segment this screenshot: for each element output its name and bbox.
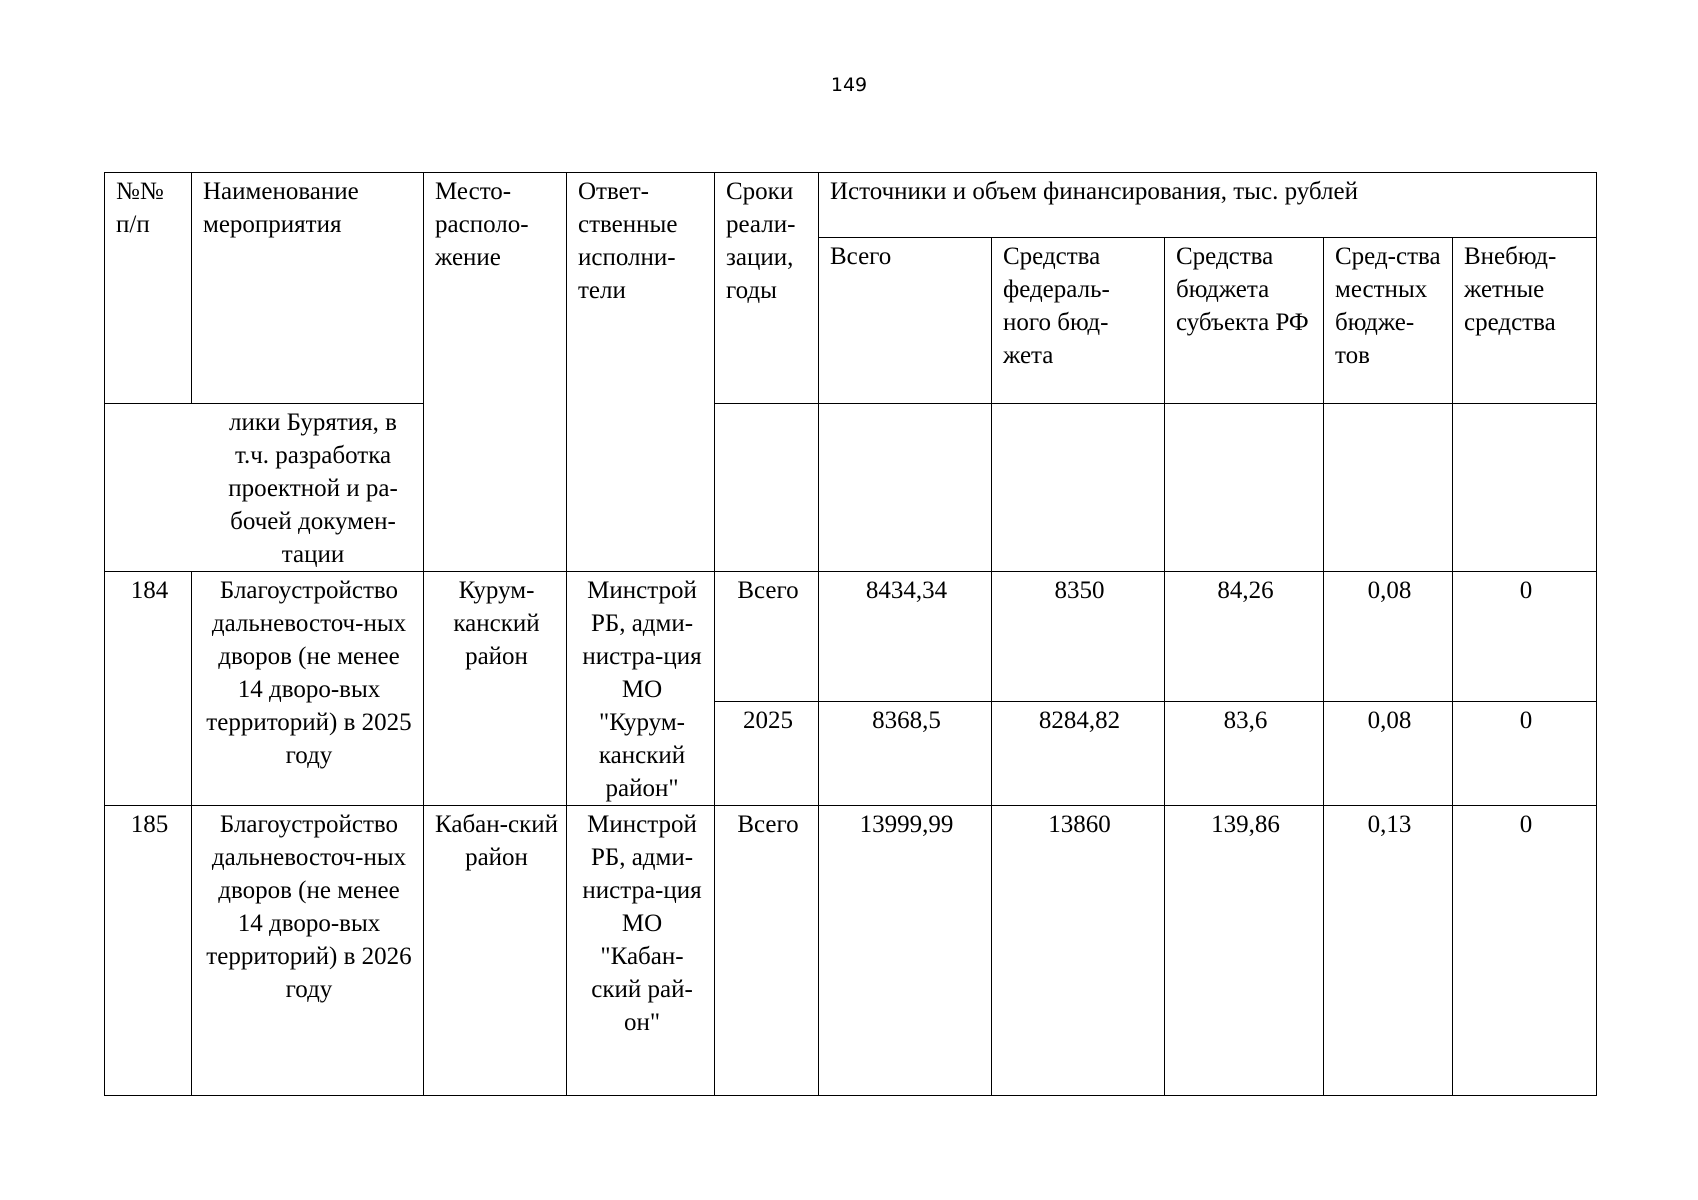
empty-cell <box>715 404 819 572</box>
header-subject: Средства бюджета субъекта РФ <box>1165 238 1324 404</box>
financing-table <box>104 172 1597 1096</box>
header-local: Сред-ства местных бюдже-тов <box>1324 238 1453 404</box>
header-total: Всего <box>819 238 992 404</box>
row-local: 0,13 <box>1324 806 1453 1096</box>
row-subject: 84,26 <box>1165 572 1324 702</box>
row-federal: 13860 <box>992 806 1165 1096</box>
row-responsible: Минстрой РБ, адми-нистра-ция МО "Кабан-ский рай-он" <box>567 806 715 1096</box>
row-subject: 139,86 <box>1165 806 1324 1096</box>
continuation-text: лики Бурятия, в т.ч. разработка проектной и ра-бочей докумен-тации <box>228 409 398 568</box>
continuation-name <box>105 404 424 572</box>
empty-cell <box>1324 404 1453 572</box>
header-location: Место-располо-жение <box>424 173 567 572</box>
row-extra: 0 <box>1453 701 1597 805</box>
row-extra: 0 <box>1453 806 1597 1096</box>
header-row-1 <box>105 173 1597 238</box>
empty-cell <box>1453 404 1597 572</box>
empty-cell <box>992 404 1165 572</box>
page-number: 149 <box>830 74 868 96</box>
row-name: Благоустройство дальневосточ-ных дворов (не менее 14 дворо-вых территорий) в 2026 году <box>192 806 424 1096</box>
row-federal: 8284,82 <box>992 701 1165 805</box>
header-funding: Источники и объем финансирования, тыс. рублей <box>819 173 1597 238</box>
header-responsible: Ответ-ственные исполни-тели <box>567 173 715 572</box>
table-row <box>105 572 1597 702</box>
row-location: Кабан-ский район <box>424 806 567 1096</box>
row-extra: 0 <box>1453 572 1597 702</box>
row-num: 185 <box>105 806 192 1096</box>
header-federal: Средства федераль-ного бюд-жета <box>992 238 1165 404</box>
continuation-row <box>105 404 1597 572</box>
row-subject: 83,6 <box>1165 701 1324 805</box>
empty-cell <box>1165 404 1324 572</box>
row-location: Курум-канский район <box>424 572 567 806</box>
row-total: 8434,34 <box>819 572 992 702</box>
table-row <box>105 806 1597 1096</box>
row-period: 2025 <box>715 701 819 805</box>
header-num: №№ п/п <box>105 173 192 404</box>
row-total: 8368,5 <box>819 701 992 805</box>
row-local: 0,08 <box>1324 572 1453 702</box>
empty-cell <box>819 404 992 572</box>
row-total: 13999,99 <box>819 806 992 1096</box>
row-federal: 8350 <box>992 572 1165 702</box>
header-period: Сроки реали-зации, годы <box>715 173 819 404</box>
row-period: Всего <box>715 806 819 1096</box>
header-name: Наименование мероприятия <box>192 173 424 404</box>
row-num: 184 <box>105 572 192 806</box>
row-responsible: Минстрой РБ, адми-нистра-ция МО "Курум-канский район" <box>567 572 715 806</box>
row-local: 0,08 <box>1324 701 1453 805</box>
row-name: Благоустройство дальневосточ-ных дворов (не менее 14 дворо-вых территорий) в 2025 году <box>192 572 424 806</box>
row-period: Всего <box>715 572 819 702</box>
header-extra: Внебюд-жетные средства <box>1453 238 1597 404</box>
